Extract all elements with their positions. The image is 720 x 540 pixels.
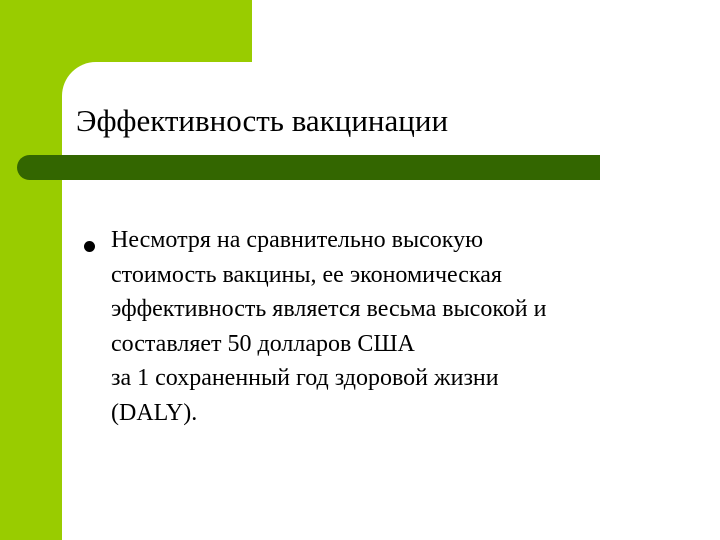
bullet-line: составляет 50 долларов США	[111, 330, 415, 357]
bullet-line: (DALY).	[111, 399, 198, 426]
bullet-dot-icon	[84, 241, 95, 252]
bullet-line: стоимость вакцины, ее экономическая	[111, 261, 502, 288]
bullet-line: эффективность является весьма высокой и	[111, 296, 547, 323]
slide-title: Эффективность вакцинации	[76, 103, 449, 138]
bullet-line: Несмотря на сравнительно высокую	[111, 227, 484, 253]
lime-accent-left-bar	[0, 0, 62, 540]
title-underline-bar	[17, 155, 600, 180]
bullet-line: за 1 сохраненный год здоровой жизни	[111, 365, 499, 392]
bullet-text	[111, 223, 671, 431]
